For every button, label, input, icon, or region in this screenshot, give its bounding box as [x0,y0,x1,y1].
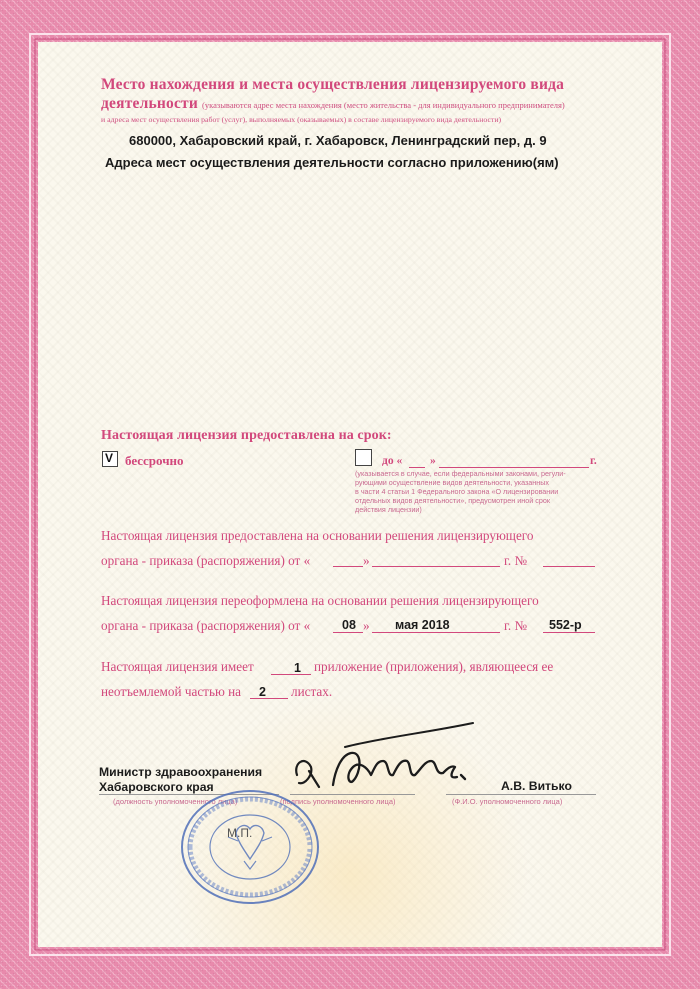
term-note-2: рующими осуществление видов деятельности, указанных [355,478,550,487]
term-note-1: (указывается в случае, если федеральными законами, регули- [355,469,566,478]
header-line2-note: (указываются адрес места нахождения (место жительства - для индивидуального предпринимателя) [202,100,565,110]
appendix-line2-a: неотъемлемой частью на [101,684,242,699]
granted-line1: Настоящая лицензия предоставлена на основании решения лицензирующего [101,528,534,543]
header-line1: Место нахождения и места осуществления лицензируемого вида [101,76,565,93]
caption-position: (должность уполномоченного лица) [113,797,238,806]
granted-day-line [333,566,363,567]
reissued-date-line [372,632,500,633]
reissued-day: 08 [342,618,356,632]
caption-name: (Ф.И.О. уполномоченного лица) [452,797,563,806]
until-day-line [409,467,425,468]
caption-signature: (подпись уполномоченного лица) [280,797,396,806]
stamp-mark: М.П. [227,826,253,840]
granted-line2: органа - приказа (распоряжения) от « [101,553,311,568]
signer-position-1: Министр здравоохранения [99,765,263,779]
appendix-count: 1 [294,661,301,675]
granted-close-quote: » [363,553,370,568]
indefinite-label: бессрочно [125,453,184,468]
paper-area [38,42,662,947]
indefinite-checkbox[interactable] [102,451,118,467]
reissued-day-line [333,632,363,633]
term-note-4: отдельных видов деятельности», предусмотрен иной срок [355,496,550,505]
term-note-3: в части 4 статьи 1 Федерального закона «О лицензировании [355,487,559,496]
appendix-sheets-line [250,698,288,699]
reissued-line2: органа - приказа (распоряжения) от « [101,618,311,633]
term-title: Настоящая лицензия предоставлена на срок: [101,428,392,443]
official-stamp [178,789,326,907]
until-close-quote: » [430,455,436,467]
reissued-number-line [543,632,595,633]
address-text: 680000, Хабаровский край, г. Хабаровск, Ленинградский пер, д. 9 [129,133,547,148]
appendix-line2-b: листах. [291,684,333,699]
appendix-sheets: 2 [259,685,266,699]
check-mark: V [105,451,114,465]
header-line2 [101,95,565,113]
term-note-5: действия лицензии) [355,505,422,514]
appendix-line1-a: Настоящая лицензия имеет [101,659,254,674]
reissued-line1: Настоящая лицензия переоформлена на основании решения лицензирующего [101,593,539,608]
granted-number-line [543,566,595,567]
signer-position-2: Хабаровского края [99,780,214,794]
until-year-suffix: г. [590,455,597,467]
reissued-month-year: мая 2018 [395,618,450,632]
header-line2-bold: деятельности [101,95,198,112]
reissued-close-quote: » [363,618,370,633]
until-date-line [439,467,589,468]
signer-name: А.В. Витько [501,779,572,793]
granted-date-line [372,566,500,567]
header-line3-note: и адреса мест осуществления работ (услуг), выполняемых (оказываемых) в составе лицензируемого вида деятельности) [101,115,502,124]
until-label: до « [382,455,403,467]
until-checkbox[interactable] [355,449,372,466]
appendix-line1-b: приложение (приложения), являющееся ее [314,659,554,674]
reissued-number: 552-р [549,618,582,632]
places-text: Адреса мест осуществления деятельности согласно приложению(ям) [105,155,559,170]
reissued-year-no: г. № [504,618,528,633]
appendix-count-line [271,674,311,675]
granted-year-no: г. № [504,553,528,568]
